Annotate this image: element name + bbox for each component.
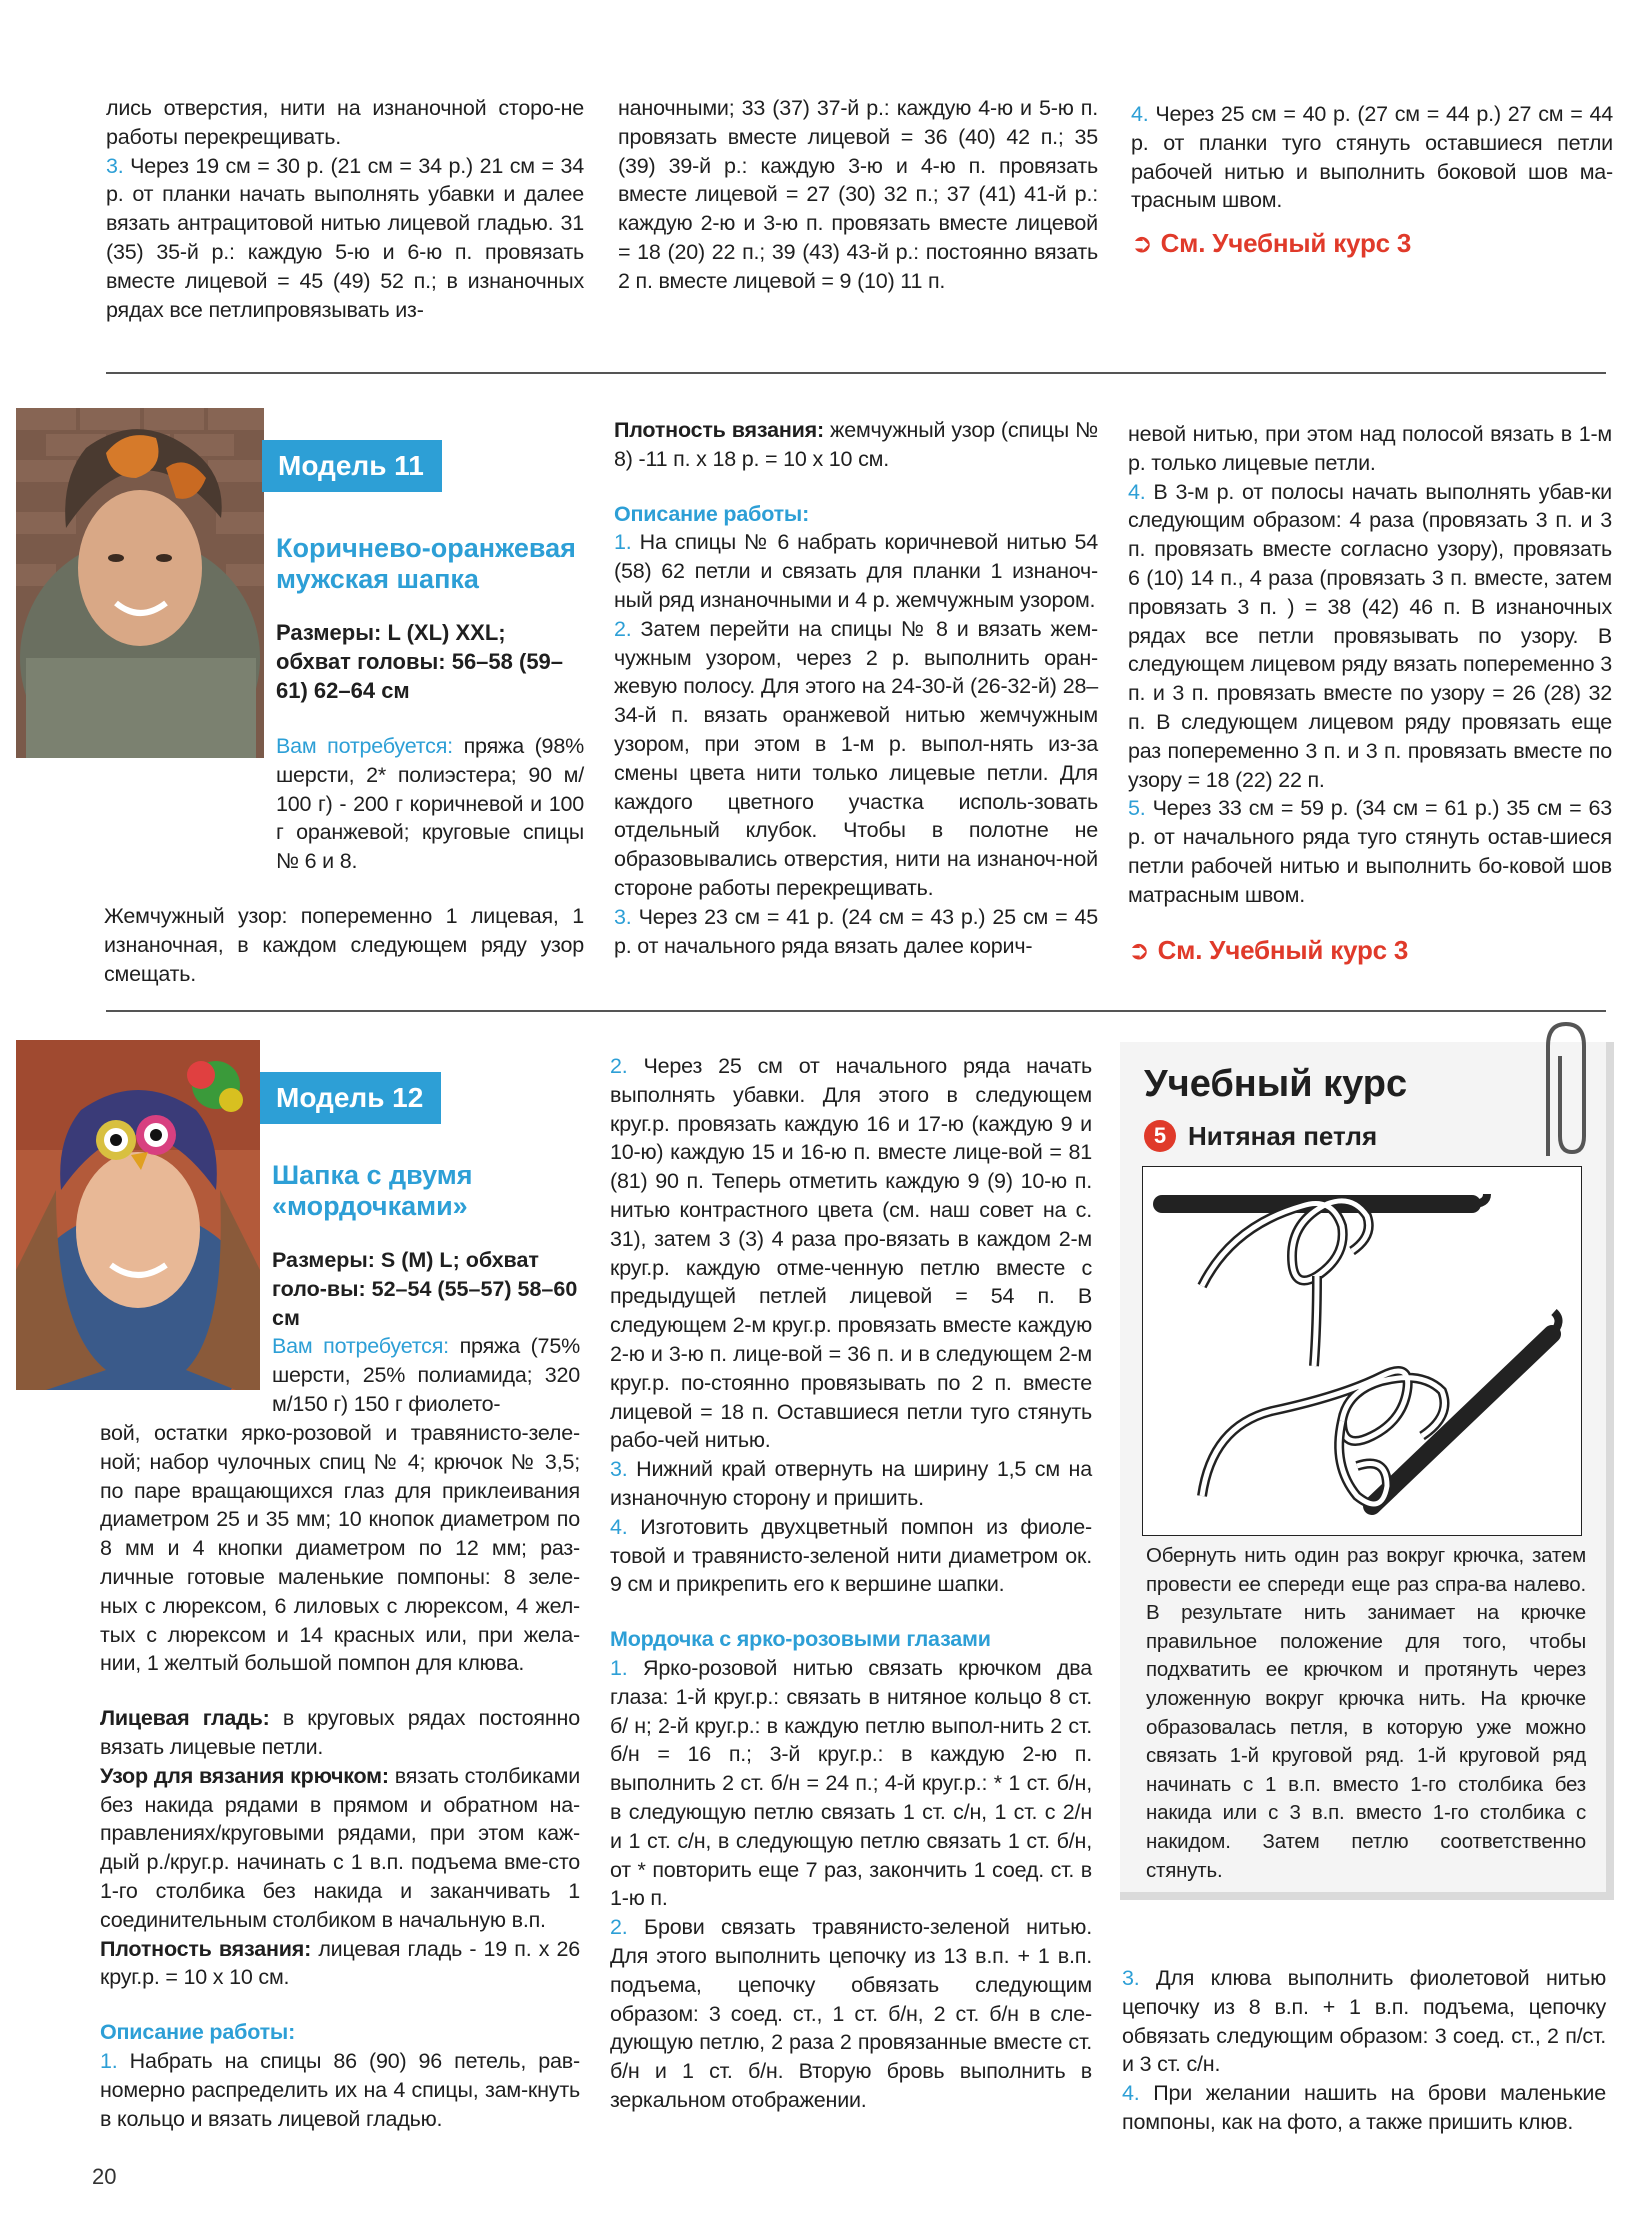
step-number: 1. — [614, 530, 632, 555]
slip-knot-illustration — [1142, 1166, 1582, 1536]
course-number-badge: 5 — [1144, 1120, 1176, 1152]
density-label: Плотность вязания: — [614, 418, 824, 442]
stockinette-text: в круговых рядах постоянно вязать лицевые петли. — [100, 1706, 580, 1759]
model-11-pattern — [104, 902, 584, 988]
step-number: 1. — [100, 2048, 118, 2073]
model-12-stockinette — [100, 1704, 580, 1762]
course-title: Учебный курс — [1144, 1063, 1408, 1105]
model-11-step-3 — [614, 903, 1098, 961]
step-number: 4. — [1128, 479, 1146, 504]
model-11-sizes: Размеры: L (XL) XXL; обхват головы: 56–58 (59–61) 62–64 см — [276, 620, 564, 703]
model-12-step-3-beak — [1122, 1964, 1606, 2079]
step-number: 1. — [610, 1655, 628, 1680]
model-11-col3-lead: невой нитью, при этом над полосой вязать в 1-м р. только лицевые петли. — [1128, 422, 1612, 475]
density-label: Плотность вязания: — [100, 1936, 312, 1961]
materials-text: пряжа (98% шерсти, 2* полиэстера; 90 м/ 100 г) - 200 г коричневой и 100 г оранжевой; круговые спицы № 6 и 8. — [276, 734, 584, 874]
step-number: 3. — [1122, 1966, 1140, 1990]
course-subtitle-text: Нитяная петля — [1188, 1121, 1378, 1151]
step-number: 4. — [1131, 102, 1149, 126]
step-text: Ярко-розовой нитью связать крючком два глаза: 1-й круг.р.: связать в нитяное кольцо 8 ст. б/ н; 2-й круг.р.: в каждую петлю выпол-нить 2 ст. б/н = 16 п.; 3-й круг.р.: в каждую 2-ю п. выполнить 2 ст. б/н = 24 п.; 4-й круг.р.: * 1 ст. б/н, в следующую петлю связать 1 ст. с/н, 1 ст. с 2/н и 1 ст. с/н, в следующую петлю связать 1 ст. б/н, от * повторить еще 7 раз, закончить 1 соед. ст. в 1-ю п. — [610, 1655, 1092, 1911]
model-11-title: Коричнево-оранжевая мужская шапка — [276, 533, 576, 594]
step-text: Через 25 см = 40 р. (27 см = 44 р.) 27 см = 44 р. от планки туго стянуть оставшиеся петли рабочей нитью и выполнить боковой шов ма-трасным швом. — [1131, 102, 1613, 213]
step-text: Изготовить двухцветный помпон из фиоле-товой и травянисто-зеленой нити диаметром ок. 9 см и прикрепить его к вершине шапки. — [610, 1514, 1092, 1597]
stockinette-label: Лицевая гладь: — [100, 1706, 270, 1731]
course-text: Обернуть нить один раз вокруг крючка, затем провести ее спереди еще раз спра-ва налево. В результате нить занимает на крючке правильное положение для того, чтобы подхватить ее крючком и протянуть через уложенную вокруг крючка нить. На крючке образовалась петля, в которую уже можно связать 1-й круговой ряд. 1-й круговой ряд начинать с 1 в.п. вместо 1-го столбика без накида или с 3 в.п. вместо 1-го столбика с накидом. Затем петлю соответственно стянуть. — [1146, 1544, 1586, 1882]
face-step-1 — [610, 1654, 1092, 1913]
density-text: лицевая гладь - 19 п. х 26 круг.р. = 10 х 10 см. — [100, 1936, 580, 1990]
step-number: 3. — [610, 1457, 628, 1482]
model-11-col-1 — [104, 732, 584, 988]
paper-clip-icon — [1528, 1016, 1598, 1166]
materials-text: пряжа (75% шерсти, 25% полиамида; 320 м/150 г) 150 г фиолето- — [272, 1334, 580, 1416]
model-12-photo — [16, 1040, 260, 1390]
model-12-description-title: Описание работы: — [100, 2020, 296, 2045]
arrow-right-icon: ➲ — [1128, 934, 1150, 965]
step-number: 5. — [1128, 796, 1146, 821]
face-step-2 — [610, 1913, 1092, 2115]
model-12-step-1 — [100, 2047, 580, 2133]
step-number: 3. — [106, 153, 124, 178]
model-11-badge: Модель 11 — [262, 440, 442, 492]
model-11-step-2 — [614, 615, 1098, 903]
top-column-3 — [1131, 100, 1613, 258]
step-text: Через 25 см от начального ряда начать выполнять убавки. Для этого в следующем круг.р. провязать каждую 16 и 17-ю (каждую 9 и 10-ю) каждую 15 и 16-ю п. вместе лице-вой = 81 (81) 90 п. Теперь отметить каждую 9 (9) 10-ю п. нитью контрастного цвета (см. наш совет на с. 31), затем 3 (3) 4 раза про-вязать в каждом 2-м круг.р. каждую отме-ченную петлю вместе с предыдущей петлей лицевой = 54 п. В следующем 2-м круг.р. провязать вместе каждую 2-ю и 3-ю п. лице-вой = 36 п. и в следующем 2-м круг.р. по-стоянно провязывать по 2 п. вместе лицевой = 18 п. Оставшиеся петли туго стянуть рабо-чей нитью. — [610, 1054, 1092, 1453]
crochet-text: вязать столбиками без накида рядами в прямом и обратном на-правлениях/круговыми рядами, при этом каж-дый р./круг.р. начинать с 1 в.п. подъема вме-сто 1-го столбика без накида и заканчивать 1 соединительным столбиком в начальную в.п. — [100, 1763, 580, 1932]
model-11-density — [614, 416, 1098, 474]
page-number: 20 — [92, 2164, 117, 2189]
step-number: 4. — [1122, 2081, 1140, 2106]
section-divider — [106, 1010, 1606, 1012]
step-text: Нижний край отвернуть на ширину 1,5 см на изнаночную сторону и пришить. — [610, 1457, 1092, 1510]
step-number: 4. — [610, 1514, 628, 1539]
step-text: Через 19 см = 30 р. (21 см = 34 р.) 21 см = 34 р. от планки начать выполнять убавки и далее вязать антрацитовой нитью лицевой гладью. 31 (35) 35-й р.: каждую 5-ю и 6-ю п. провязать вместе лицевой = 45 (49) 52 п.; в изнаночных рядах все петлипровязывать из- — [106, 153, 584, 322]
model-12-step-3 — [610, 1455, 1092, 1513]
materials-label: Вам потребуется: — [276, 734, 453, 758]
step-number: 2. — [610, 1915, 628, 1940]
step-number: 3. — [614, 904, 632, 929]
model-11-col-3 — [1128, 420, 1612, 964]
model-12-step-4-pompoms — [1122, 2079, 1606, 2137]
model-11-step-4 — [1128, 478, 1612, 795]
model-11-course-reference-link[interactable]: ➲ См. Учебный курс 3 — [1128, 934, 1409, 965]
model-12-materials-short — [272, 1332, 580, 1418]
step-number: 2. — [614, 616, 632, 641]
step-text: В 3-м р. от полосы начать выполнять убав-ки следующим образом: 4 раза (провязать 3 п. и 3 п. провязать вместе согласно узору), провязать 6 (10) 14 п., 4 раза (провязать 3 п. вместе, затем провязать 3 п. ) = 38 (42) 46 п. В изнаночных рядах все петли провязывать по узору. В следующем лицевом ряду вязать попеременно 3 п. и 3 п. провязать вместе по узору = 26 (28) 32 п. В следующем лицевом ряду провязать еще раз попеременно 3 п. и 3 п. провязать вместе по узору = 18 (22) 22 п. — [1128, 479, 1612, 792]
top-col3-step-4 — [1131, 100, 1613, 215]
face-section-title: Мордочка с ярко-розовыми глазами — [610, 1627, 991, 1652]
course-subtitle — [1144, 1120, 1377, 1152]
model-11-step-1 — [614, 528, 1098, 614]
step-text: Для клюва выполнить фиолетовой нитью цепочку из 8 в.п. + 1 в.п. подъема, цепочку обвязать следующим образом: 3 соед. ст., 2 п/ст. и 3 ст. с/н. — [1122, 1966, 1606, 2077]
model-12-col-1 — [100, 1419, 580, 2133]
step-text: Через 23 см = 41 р. (24 см = 43 р.) 25 см = 45 р. от начального ряда вязать далее корич- — [614, 904, 1098, 958]
model-12-sizes: Размеры: S (M) L; обхват голо-вы: 52–54 (55–57) 58–60 см — [272, 1248, 578, 1330]
top-column-1 — [106, 94, 584, 324]
model-12-col-3 — [1122, 1964, 1606, 2137]
course-box — [1120, 1042, 1614, 1900]
step-text: Через 33 см = 59 р. (34 см = 61 р.) 35 см = 63 р. от начального ряда туго стянуть остав-шиеся петли рабочей нитью и выполнить бо-ковой шов матрасным швом. — [1128, 796, 1612, 907]
model-11-col-2 — [614, 416, 1098, 960]
pattern-label: Жемчужный узор: — [104, 903, 288, 928]
arrow-right-icon: ➲ — [1131, 228, 1153, 259]
model-12-materials-1 — [272, 1332, 580, 1418]
model-12-density — [100, 1935, 580, 1993]
top-col1-step-3 — [106, 152, 584, 325]
model-12-materials-2: вой, остатки ярко-розовой и травянисто-зеле-ной; набор чулочных спиц № 4; крючок № 3,5; по паре вращающихся глаз для приклеивания диаметром 25 и 35 мм; 10 кнопок диаметром по 8 мм и 4 кнопки диаметром по 12 мм; раз-личные готовые маленькие помпоны: 8 зеле-ных с люрексом, 6 лиловых с люрексом, 4 жел-тых с люрексом и 14 красных или, при жела-нии, 1 желтый большой помпон для клюва. — [100, 1421, 580, 1676]
model-12-step-2 — [610, 1052, 1092, 1455]
model-12-title: Шапка с двумя «мордочками» — [272, 1160, 473, 1221]
top-col2-text: наночными; 33 (37) 37-й р.: каждую 4-ю и 5-ю п. провязать вместе лицевой = 36 (40) 42 п.; 35 (39) 39-й р.: каждую 3-ю и 4-ю п. провязать вместе лицевой = 27 (30) 32 п.; 37 (41) 41-й р.: каждую 2-ю и 3-ю п. провязать вместе лицевой = 18 (20) 22 п.; 39 (43) 43-й р.: постоянно вязать 2 п. вместе лицевой = 9 (10) 11 п. — [618, 96, 1098, 293]
top-column-2 — [618, 94, 1098, 296]
model-11-step-5 — [1128, 794, 1612, 909]
density-text: жемчужный узор (спицы № 8) -11 п. х 18 р. = 10 х 10 см. — [614, 418, 1098, 471]
section-divider — [106, 372, 1606, 374]
crochet-label: Узор для вязания крючком: — [100, 1763, 389, 1788]
model-12-step-4 — [610, 1513, 1092, 1599]
course-reference-link[interactable]: ➲ См. Учебный курс 3 — [1131, 228, 1412, 259]
model-11-photo — [16, 408, 264, 758]
top-col1-text-1: лись отверстия, нити на изнаночной сторо-не работы перекрещивать. — [106, 96, 584, 149]
step-number: 2. — [610, 1054, 628, 1078]
model-12-badge: Модель 12 — [260, 1072, 441, 1124]
materials-label: Вам потребуется: — [272, 1334, 449, 1358]
model-11-description-title: Описание работы: — [614, 501, 810, 526]
step-text: Набрать на спицы 86 (90) 96 петель, рав-номерно распределить их на 4 спицы, зам-кнуть в кольцо и вязать лицевой гладью. — [100, 2048, 580, 2131]
model-11-materials — [104, 732, 584, 876]
step-text: Брови связать травянисто-зеленой нитью. Для этого выполнить цепочку из 13 в.п. + 1 в.п. подъема, цепочку обвязать следующим образом: 3 соед. ст., 1 ст. б/н, 2 ст. б/н в сле-дующую петлю, 2 раза 2 провязанные вместе ст. б/н и 1 ст. б/н. Вторую бровь выполнить в зеркальном отображении. — [610, 1915, 1092, 2112]
pattern-text: попеременно 1 лицевая, 1 изнаночная, в каждом следующем ряду узор смещать. — [104, 903, 584, 986]
step-text: На спицы № 6 набрать коричневой нитью 54 (58) 62 петли и связать для планки 1 изнаноч-ный ряд изнаночными и 4 р. жемчужным узором. — [614, 530, 1098, 612]
model-12-col-2 — [610, 1052, 1092, 2115]
step-text: При желании нашить на брови маленькие помпоны, как на фото, а также пришить клюв. — [1122, 2081, 1606, 2134]
model-12-crochet-pattern — [100, 1762, 580, 1935]
step-text: Затем перейти на спицы № 8 и вязать жем-чужным узором, через 2 р. выполнить оран-жевую полосу. Для этого на 24-30-й (26-32-й) 28–34-й п. вязать оранжевой нитью жемчужным узором, при этом в 1-м р. выпол-нять из-за смены цвета нити только лицевые петли. Для каждого цветного участка исполь-зовать отдельный клубок. Чтобы в полотне не образовывались отверстия, нити на изнаноч-ной стороне работы перекрещивать. — [614, 616, 1098, 900]
